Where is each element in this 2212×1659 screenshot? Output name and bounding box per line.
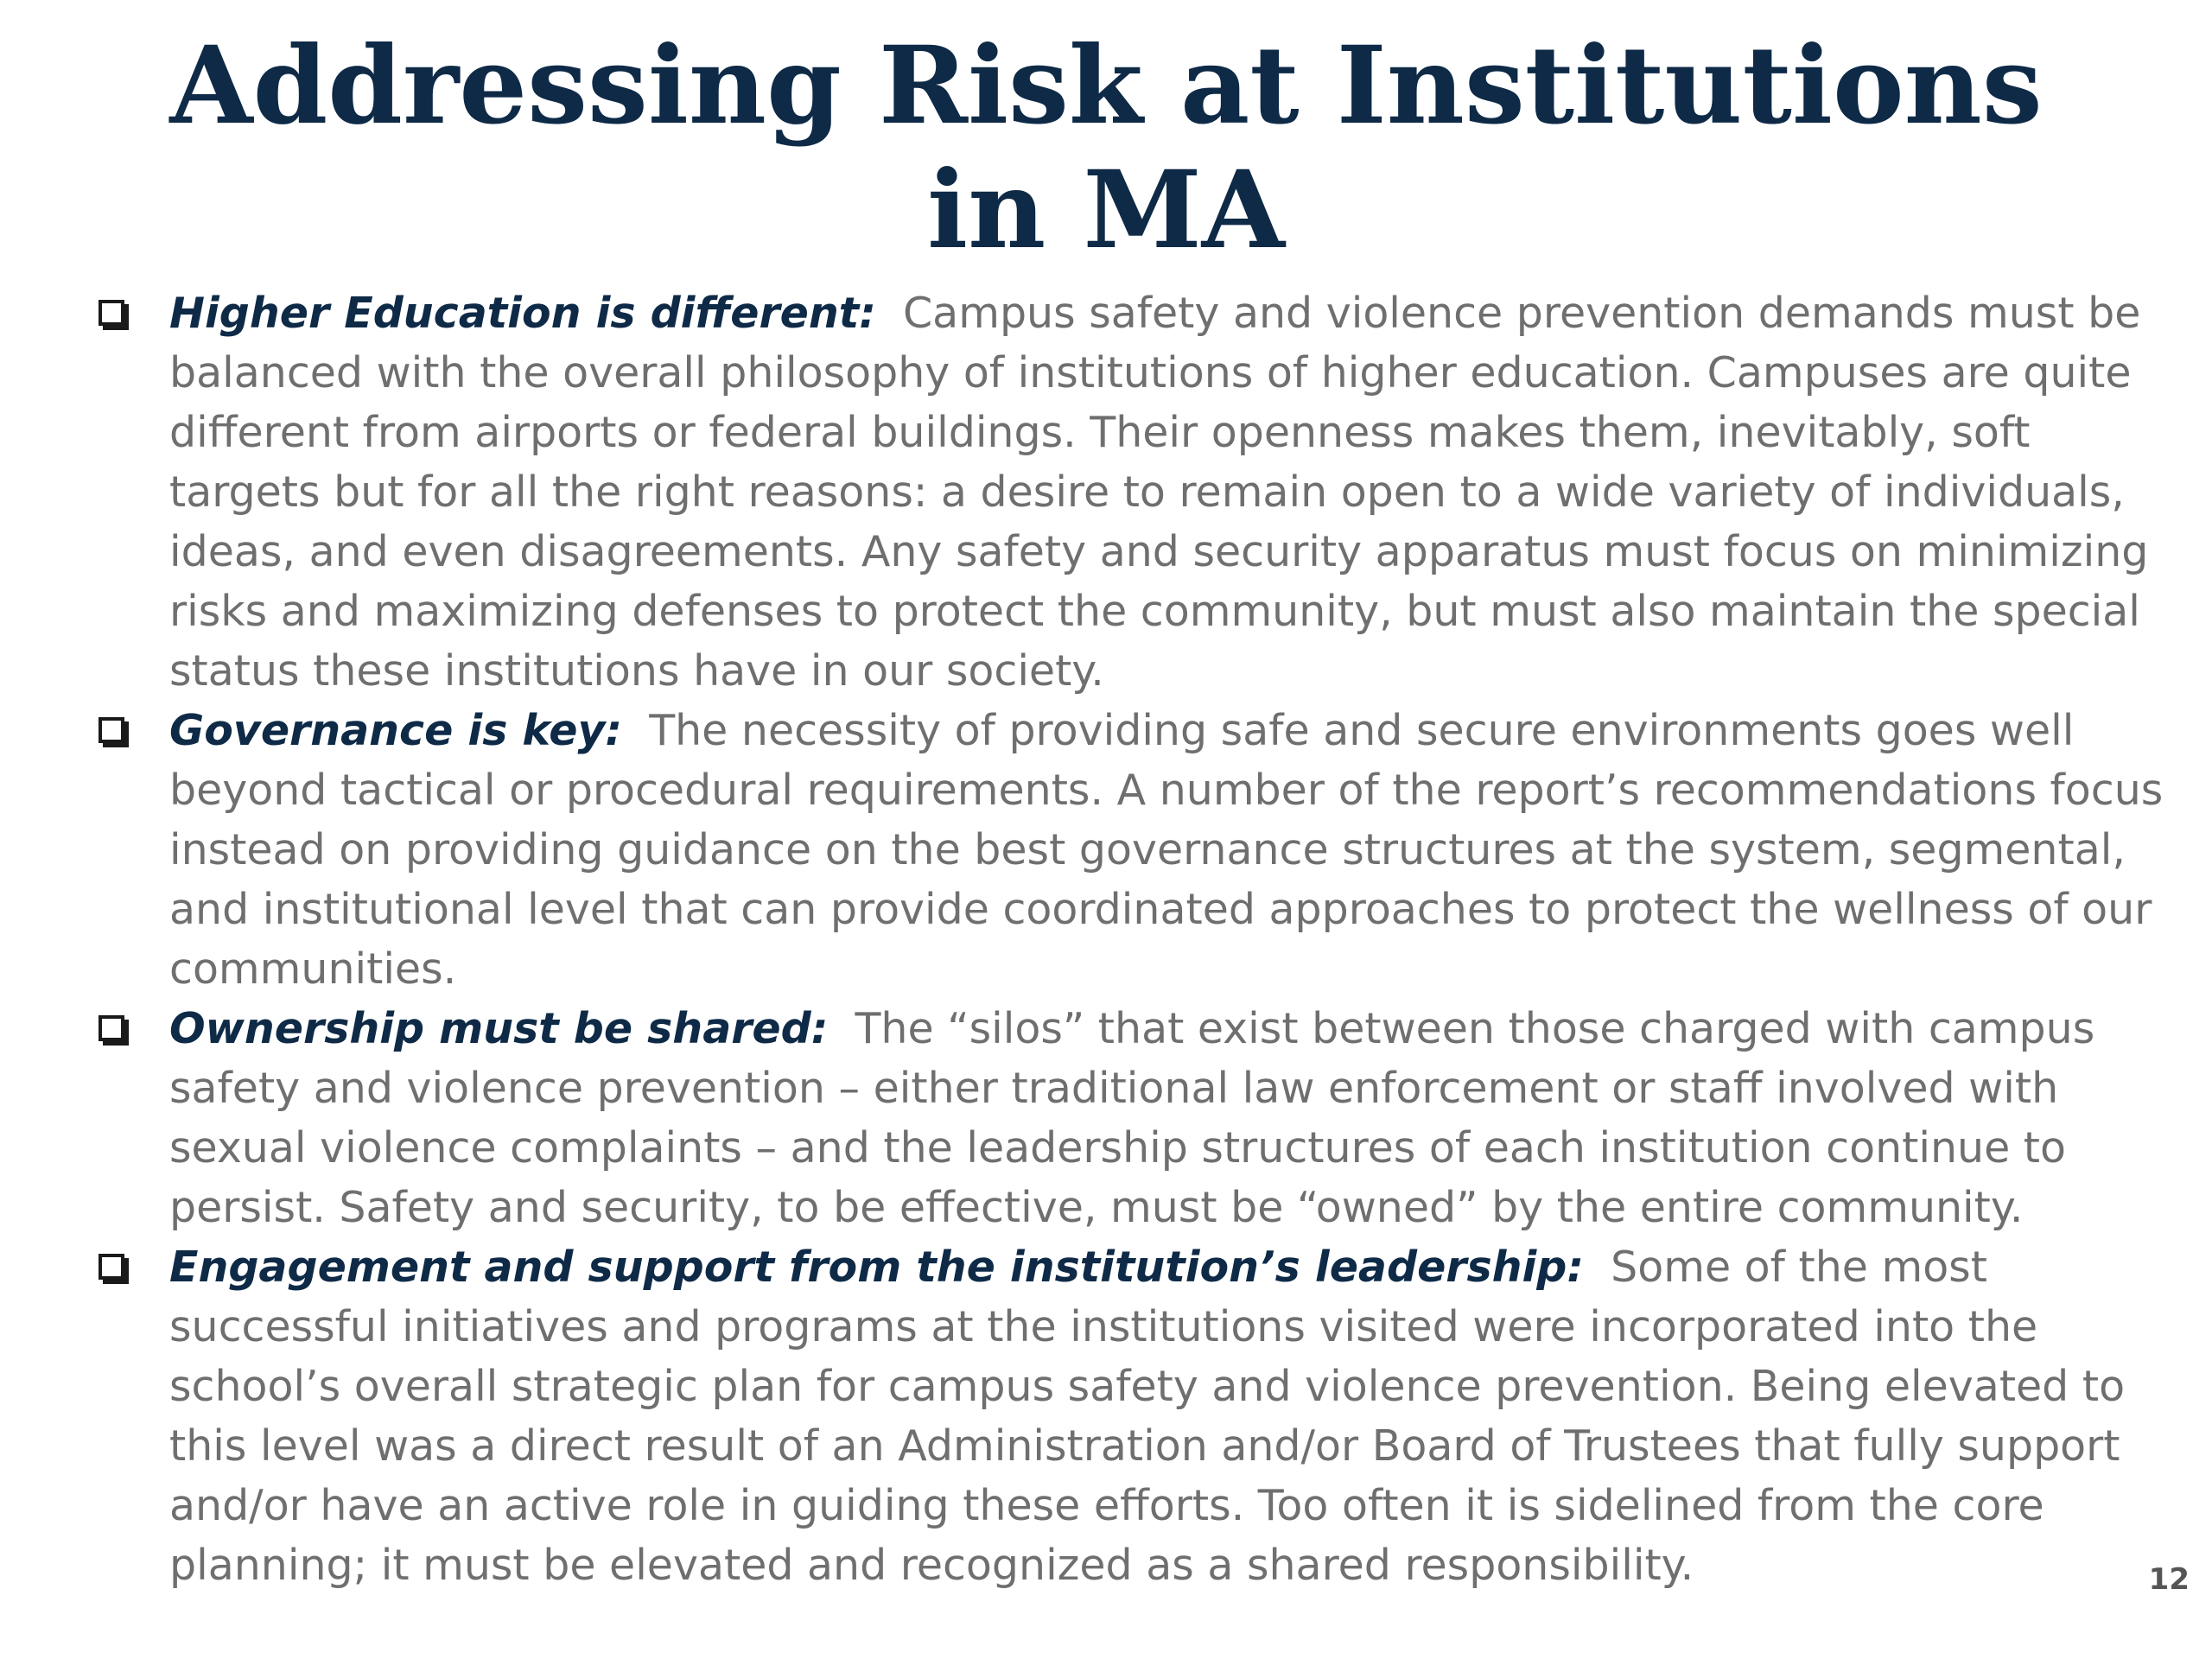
bullet-text: The “silos” that exist between those charged with campus safety and violence prevention – either traditional law enforcement or staff involved with sexual violence complaints – and the leadership structures of each institution continue to persist. Safety and security, to be effective, must be “owned” by the entire community. — [169, 1004, 2095, 1232]
checkbox-bullet-icon — [99, 1015, 124, 1041]
bullet-lead: Ownership must be shared: — [169, 1004, 829, 1053]
bullet-item — [93, 1237, 2167, 1595]
checkbox-bullet-icon — [99, 1254, 124, 1280]
bullet-lead: Governance is key: — [169, 706, 623, 755]
bullet-text: Some of the most successful initiatives and programs at the institutions visited were incorporated into the school’s overall strategic plan for campus safety and violence prevention. Being elevated to this level was a direct result of an Administration and/or Board of Trustees that fully support and/or have an active role in guiding these efforts. Too often it is sidelined from the core planning; it must be elevated and recognized as a shared responsibility. — [169, 1243, 2126, 1590]
checkbox-bullet-icon — [99, 300, 124, 326]
bullet-text: Campus safety and violence prevention demands must be balanced with the overall philosophy of institutions of higher education. Campuses are quite different from airports or federal buildings. Their openness makes them, inevitably, soft targets but for all the right reasons: a desire to remain open to a wide variety of individuals, ideas, and even disagreements. Any safety and security apparatus must focus on minimizing risks and maximizing defenses to protect the community, but must also maintain the special status these institutions have in our society. — [169, 289, 2149, 696]
slide-title: Addressing Risk at Institutions in MA — [169, 23, 2043, 273]
bullet-item — [93, 999, 2167, 1237]
bullet-text: The necessity of providing safe and secure environments goes well beyond tactical or procedural requirements. A number of the report’s recommendations focus instead on providing guidance on the best governance structures at the system, segmental, and institutional level that can provide coordinated approaches to protect the wellness of our communities. — [169, 706, 2164, 994]
bullet-item — [93, 701, 2167, 999]
checkbox-bullet-icon — [99, 717, 124, 743]
bullet-lead: Engagement and support from the institution’s leadership: — [169, 1243, 1584, 1292]
bullet-lead: Higher Education is different: — [169, 289, 876, 338]
bullet-list — [93, 283, 2167, 1595]
bullet-item — [93, 283, 2167, 701]
page-number: 12 — [2148, 1562, 2190, 1597]
